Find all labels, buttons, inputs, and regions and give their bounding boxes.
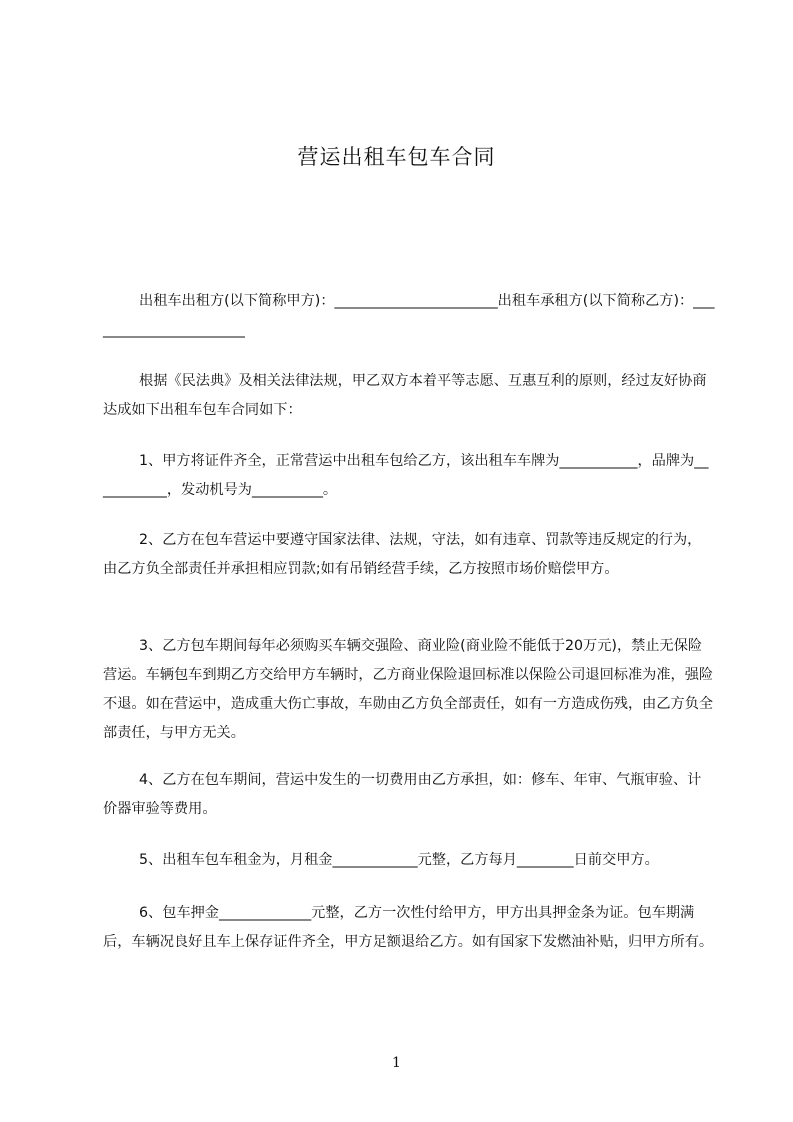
clause-4: 4、乙方在包车期间，营运中发生的一切费用由乙方承担，如：修车、年审、气瓶审验、计价器审验等费用。 — [103, 772, 702, 817]
clause-1: 1、甲方将证件齐全，正常营运中出租车包给乙方，该出租车车牌为___________，品牌为___________，发动机号为__________。 — [103, 453, 709, 498]
document-title: 营运出租车包车合同 — [297, 145, 496, 169]
page-number: 1 — [392, 1055, 401, 1071]
clause-6: 6、包车押金_____________元整，乙方一次性付给甲方，甲方出具押金条为证。包车期满后，车辆况良好且车上保存证件齐全，甲方足额退给乙方。如有国家下发燃油补贴，归甲方所有。 — [103, 905, 714, 950]
intro-paragraph: 出租车出租方(以下简称甲方)：_______________________出租车承租方(以下简称乙方)：_______________________ — [103, 293, 715, 338]
clause-2: 2、乙方在包车营运中要遵守国家法律、法规，守法，如有违章、罚款等违反规定的行为，由乙方负全部责任并承担相应罚款;如有吊销经营手续，乙方按照市场价赔偿甲方。 — [103, 532, 702, 577]
clause-5: 5、出租车包车租金为，月租金____________元整，乙方每月________日前交甲方。 — [139, 852, 659, 868]
preamble-paragraph: 根据《民法典》及相关法律法规，甲乙双方本着平等志愿、互惠互利的原则，经过友好协商达成如下出租车包车合同如下： — [103, 373, 707, 418]
clause-3: 3、乙方包车期间每年必须购买车辆交强险、商业险(商业险不能低于20万元)，禁止无保险营运。车辆包车到期乙方交给甲方车辆时，乙方商业保险退回标准以保险公司退回标准为准，强险不退。如在营运中，造成重大伤亡事故，车勋由乙方负全部责任，如有一方造成伤残，由乙方负全部责任，与甲方无关。 — [103, 638, 714, 741]
